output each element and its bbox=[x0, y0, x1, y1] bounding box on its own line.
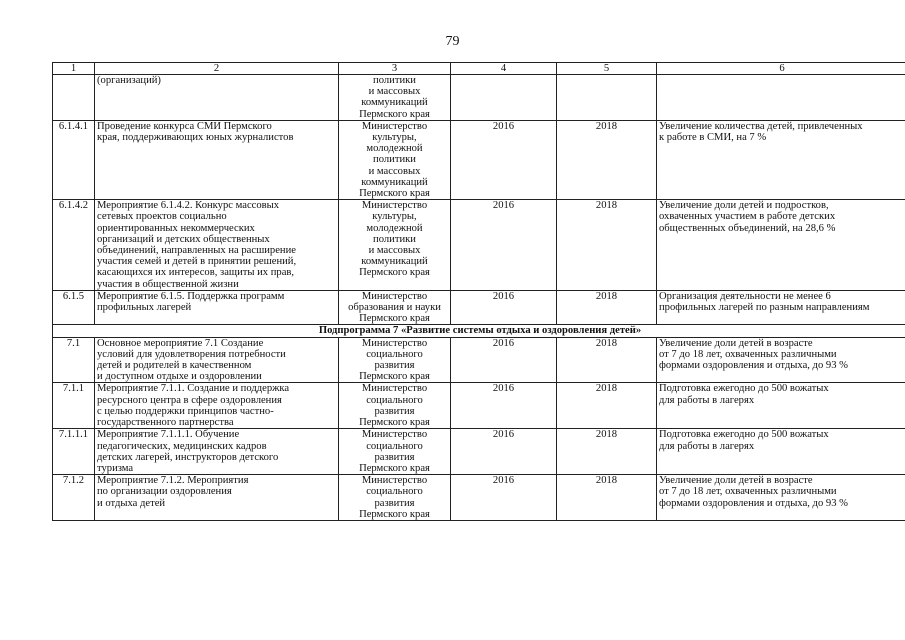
end-year-cell: 2018 bbox=[557, 475, 657, 521]
row-number-cell: 7.1.2 bbox=[53, 475, 95, 521]
program-table bbox=[52, 62, 905, 521]
row-number-cell: 6.1.4.2 bbox=[53, 200, 95, 291]
start-year-cell: 2016 bbox=[451, 120, 557, 199]
executor-cell: Министерство социального развития Пермского края bbox=[339, 475, 451, 521]
executor-cell: Министерство культуры, молодежной политики и массовых коммуникаций Пермского края bbox=[339, 200, 451, 291]
row-number-cell: 7.1.1 bbox=[53, 383, 95, 429]
executor-cell: Министерство социального развития Пермского края bbox=[339, 383, 451, 429]
end-year-cell: 2018 bbox=[557, 383, 657, 429]
row-number-cell: 6.1.4.1 bbox=[53, 120, 95, 199]
executor-cell: Министерство социального развития Пермского края bbox=[339, 429, 451, 475]
table-row bbox=[53, 475, 905, 521]
table-row bbox=[53, 120, 905, 199]
section-row bbox=[53, 325, 905, 337]
table-header-row bbox=[53, 63, 905, 75]
expected-result-cell: Организация деятельности не менее 6 профильных лагерей по разным направлениям bbox=[657, 290, 905, 325]
page-number: 79 bbox=[445, 34, 460, 49]
end-year-cell: 2018 bbox=[557, 120, 657, 199]
start-year-cell: 2016 bbox=[451, 475, 557, 521]
expected-result-cell: Подготовка ежегодно до 500 вожатых для работы в лагерях bbox=[657, 383, 905, 429]
column-number-header: 3 bbox=[339, 63, 451, 75]
end-year-cell bbox=[557, 75, 657, 121]
table-row bbox=[53, 429, 905, 475]
column-number-header: 5 bbox=[557, 63, 657, 75]
activity-name-cell: (организаций) bbox=[95, 75, 339, 121]
expected-result-cell: Увеличение количества детей, привлеченных к работе в СМИ, на 7 % bbox=[657, 120, 905, 199]
row-number-cell: 6.1.5 bbox=[53, 290, 95, 325]
row-number-cell bbox=[53, 75, 95, 121]
table-row bbox=[53, 290, 905, 325]
activity-name-cell: Основное мероприятие 7.1 Создание условий для удовлетворения потребности детей и родителей в качественном и доступном отдыхе и оздоровлении bbox=[95, 337, 339, 383]
executor-cell: Министерство социального развития Пермского края bbox=[339, 337, 451, 383]
table-row bbox=[53, 200, 905, 291]
column-number-header: 2 bbox=[95, 63, 339, 75]
end-year-cell: 2018 bbox=[557, 290, 657, 325]
expected-result-cell: Увеличение доли детей в возрасте от 7 до 18 лет, охваченных различными формами оздоровления и отдыха, до 93 % bbox=[657, 475, 905, 521]
activity-name-cell: Проведение конкурса СМИ Пермского края, поддерживающих юных журналистов bbox=[95, 120, 339, 199]
column-number-header: 6 bbox=[657, 63, 905, 75]
table-row bbox=[53, 383, 905, 429]
executor-cell: Министерство культуры, молодежной политики и массовых коммуникаций Пермского края bbox=[339, 120, 451, 199]
activity-name-cell: Мероприятие 7.1.2. Мероприятия по организации оздоровления и отдыха детей bbox=[95, 475, 339, 521]
expected-result-cell: Увеличение доли детей и подростков, охваченных участием в работе детских общественных объединений, на 28,6 % bbox=[657, 200, 905, 291]
table-row bbox=[53, 75, 905, 121]
start-year-cell: 2016 bbox=[451, 200, 557, 291]
activity-name-cell: Мероприятие 7.1.1. Создание и поддержка ресурсного центра в сфере оздоровления с целью поддержки принципов частно- государственного партнерства bbox=[95, 383, 339, 429]
start-year-cell: 2016 bbox=[451, 429, 557, 475]
expected-result-cell: Увеличение доли детей в возрасте от 7 до 18 лет, охваченных различными формами оздоровления и отдыха, до 93 % bbox=[657, 337, 905, 383]
end-year-cell: 2018 bbox=[557, 200, 657, 291]
column-number-header: 4 bbox=[451, 63, 557, 75]
start-year-cell bbox=[451, 75, 557, 121]
activity-name-cell: Мероприятие 6.1.4.2. Конкурс массовых сетевых проектов социально ориентированных некоммерческих организаций и детских общественных объединений, направленных на расширение участия семей и детей в принятии решений, касающихся их интересов, защиты их прав, участия в общественной жизни bbox=[95, 200, 339, 291]
executor-cell: политики и массовых коммуникаций Пермского края bbox=[339, 75, 451, 121]
start-year-cell: 2016 bbox=[451, 383, 557, 429]
expected-result-cell bbox=[657, 75, 905, 121]
start-year-cell: 2016 bbox=[451, 337, 557, 383]
row-number-cell: 7.1.1.1 bbox=[53, 429, 95, 475]
end-year-cell: 2018 bbox=[557, 337, 657, 383]
table-row bbox=[53, 337, 905, 383]
activity-name-cell: Мероприятие 6.1.5. Поддержка программ профильных лагерей bbox=[95, 290, 339, 325]
expected-result-cell: Подготовка ежегодно до 500 вожатых для работы в лагерях bbox=[657, 429, 905, 475]
start-year-cell: 2016 bbox=[451, 290, 557, 325]
section-title: Подпрограмма 7 «Развитие системы отдыха и оздоровления детей» bbox=[53, 325, 905, 337]
activity-name-cell: Мероприятие 7.1.1.1. Обучение педагогических, медицинских кадров детских лагерей, инструкторов детского туризма bbox=[95, 429, 339, 475]
end-year-cell: 2018 bbox=[557, 429, 657, 475]
executor-cell: Министерство образования и науки Пермского края bbox=[339, 290, 451, 325]
row-number-cell: 7.1 bbox=[53, 337, 95, 383]
column-number-header: 1 bbox=[53, 63, 95, 75]
